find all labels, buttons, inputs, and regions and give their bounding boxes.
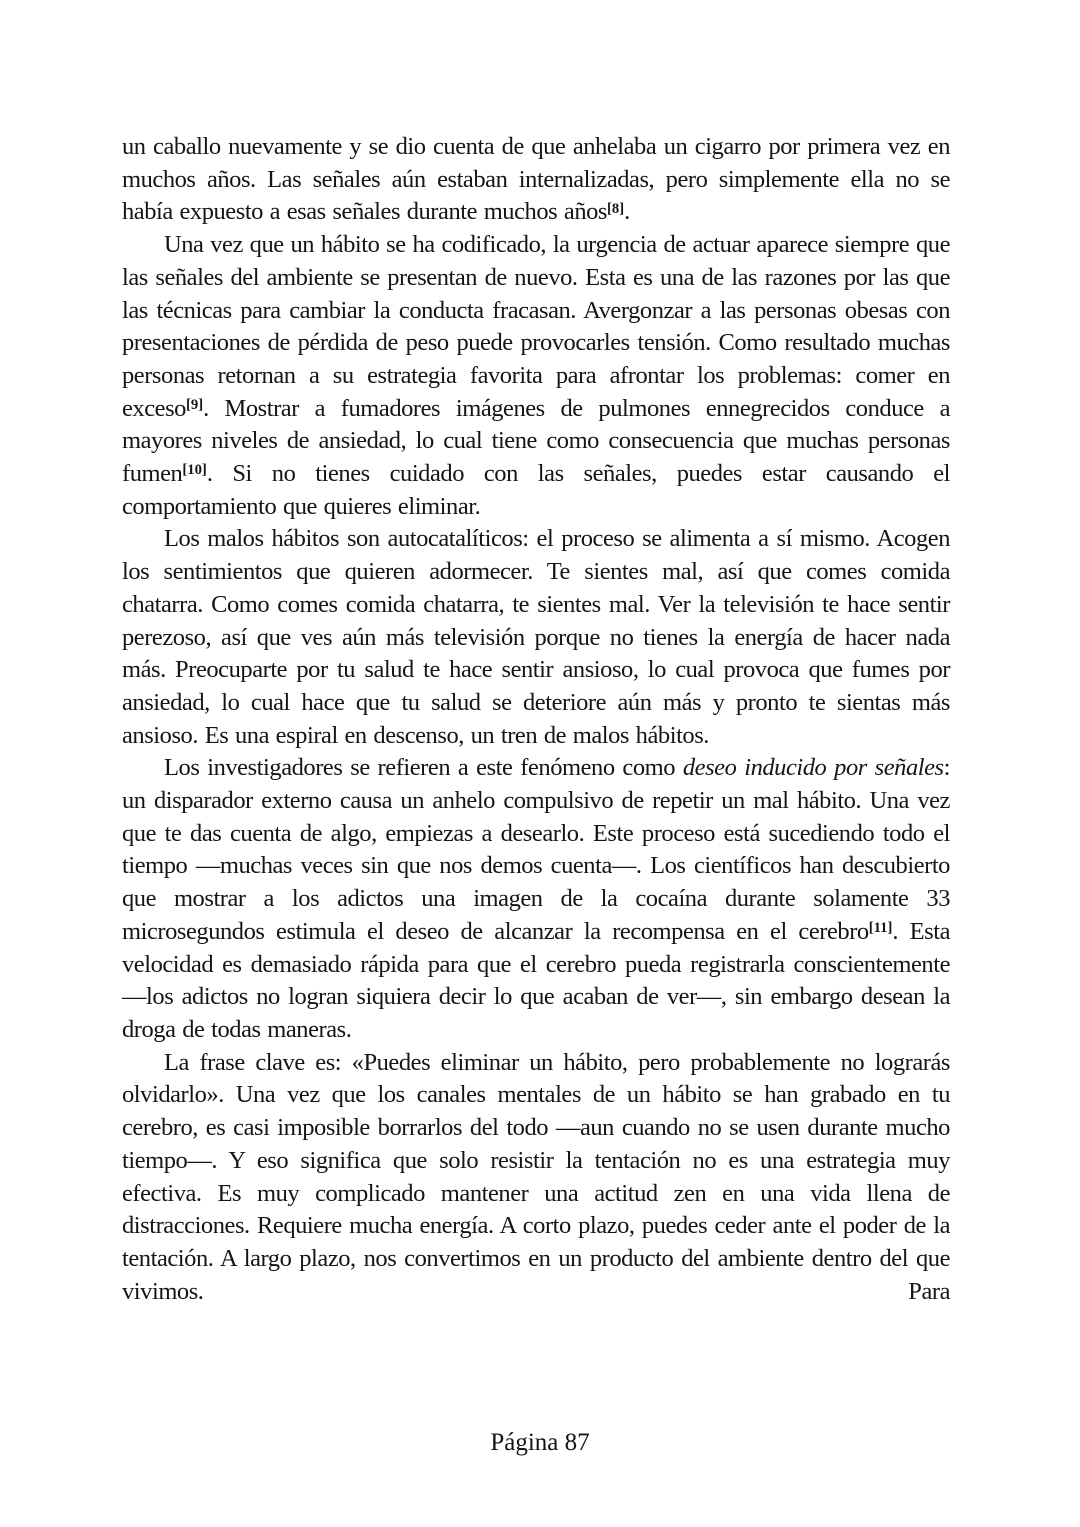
text-run: . xyxy=(624,198,630,226)
text-run: . Si no tienes cuidado con las señales, puedes estar causando el comportamiento que quieres eliminar. xyxy=(122,460,950,520)
paragraph xyxy=(122,229,950,523)
text-run: La frase clave es: «Puedes eliminar un hábito, pero probablemente no lograrás olvidarlo». Una vez que los canales mentales de un hábito se han grabado en tu cerebro, es casi imposible borrarlos del todo —aun cuando no se usen durante mucho tiempo—. Y eso significa que solo resistir la tentación no es una estrategia muy efectiva. Es muy complicado mantener una actitud zen en una vida llena de distracciones. Requiere mucha energía. A corto plazo, puedes ceder ante el poder de la tentación. A largo plazo, nos convertimos en un producto del ambiente dentro del que vivimos. Para xyxy=(122,1048,950,1305)
footnote-ref[interactable]: [9] xyxy=(185,397,204,414)
paragraph xyxy=(122,131,950,229)
paragraph xyxy=(122,523,950,752)
text-run: Una vez que un hábito se ha codificado, la urgencia de actuar aparece siempre que las señales del ambiente se presentan de nuevo. Esta es una de las razones por las que las técnicas para cambiar la conducta fracasan. Avergonzar a las personas obesas con presentaciones de pérdida de peso puede provocarles tensión. Como resultado muchas personas retornan a su estrategia favorita para afrontar los problemas: comer en exceso xyxy=(122,231,950,422)
text-block xyxy=(122,131,950,1308)
footnote-ref[interactable]: [8] xyxy=(607,200,625,217)
text-run: : un disparador externo causa un anhelo compulsivo de repetir un mal hábito. Una vez que te das cuenta de algo, empiezas a desearlo. Este proceso está sucediendo todo el tiempo —muchas veces sin que nos demos cuenta—. Los científicos han descubierto que mostrar a los adictos una imagen de la cocaína durante solamente 33 microsegundos estimula el deseo de alcanzar la recompensa en el cerebro xyxy=(122,754,950,945)
text-run: . Mostrar a fumadores imágenes de pulmones ennegrecidos conduce a mayores niveles de ansiedad, lo cual tiene como consecuencia que muchas personas fumen xyxy=(122,394,950,488)
footnote-ref[interactable]: [10] xyxy=(182,462,207,479)
text-run: . Esta velocidad es demasiado rápida para que el cerebro pueda registrarla conscientemente —los adictos no logran siquiera decir lo que acaban de ver—, sin embargo desean la droga de todas maneras. xyxy=(122,917,951,1043)
page-number: Página 87 xyxy=(490,1429,590,1456)
footnote-ref[interactable]: [11] xyxy=(868,920,893,937)
paragraph xyxy=(122,1047,950,1309)
paragraph xyxy=(122,752,950,1046)
text-run: un caballo nuevamente y se dio cuenta de que anhelaba un cigarro por primera vez en muchos años. Las señales aún estaban internalizadas, pero simplemente ella no se había expuesto a esas señales durante muchos años xyxy=(122,133,950,226)
text-run: Los investigadores se refieren a este fenómeno como xyxy=(164,754,683,782)
italic-phrase: deseo inducido por señales xyxy=(682,754,944,782)
text-run: Los malos hábitos son autocatalíticos: el proceso se alimenta a sí mismo. Acogen los sentimientos que quieren adormecer. Te sientes mal, así que comes comida chatarra. Como comes comida chatarra, te sientes mal. Ver la televisión te hace sentir perezoso, así que ves aún más televisión porque no tienes la energía de hacer nada más. Preocuparte por tu salud te hace sentir ansioso, lo cual provoca que fumes por ansiedad, lo cual hace que tu salud se deteriore aún más y pronto te sientas más ansioso. Es una espiral en descenso, un tren de malos hábitos. xyxy=(122,525,950,749)
